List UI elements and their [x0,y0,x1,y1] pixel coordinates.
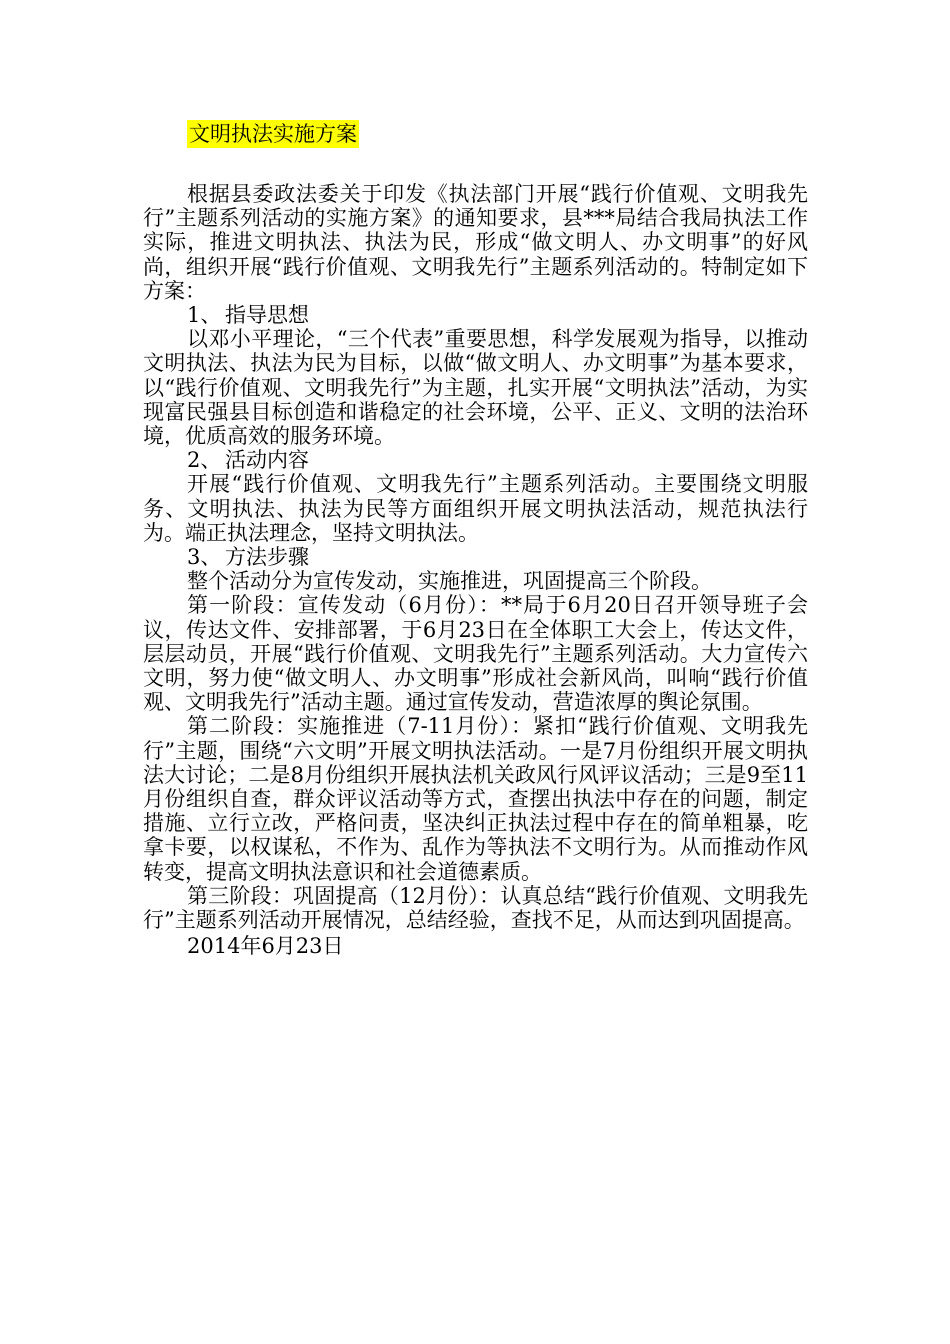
title-line [143,120,808,148]
section-number: 3、 [187,545,222,570]
document-title: 文明执法实施方案 [189,122,357,146]
intro-paragraph: 根据县委政法委关于印发《执法部门开展“践行价值观、文明我先行”主题系列活动的实施方案》的通知要求，县***局结合我局执法工作实际，推进文明执法、执法为民，形成“做文明人、办文明事”的好风尚，组织开展“践行价值观、文明我先行”主题系列活动的。特制定如下方案： [143,182,808,303]
section-heading-3 [143,545,808,569]
section-heading-1 [143,303,808,327]
section-number: 2、 [187,448,222,473]
stage2-paragraph: 第二阶段：实施推进（7-11月份）：紧扣“践行价值观、文明我先行”主题，围绕“六文明”开展文明执法活动。一是7月份组织开展文明执法大讨论；二是8月份组织开展执法机关政风行风评议活动；三是9至11月份组织自查，群众评议活动等方式，查摆出执法中存在的问题，制定措施、立行立改，严格问责，坚决纠正执法过程中存在的简单粗暴，吃拿卡要，以权谋私，不作为、乱作为等执法不文明行为。从而推动作风转变，提高文明执法意识和社会道德素质。 [143,714,808,884]
section-heading-text: 方法步骤 [225,545,309,570]
content-paragraph: 开展“践行价值观、文明我先行”主题系列活动。主要围绕文明服务、文明执法、执法为民等方面组织开展文明执法活动，规范执法行为。端正执法理念，坚持文明执法。 [143,472,808,545]
section-heading-text: 指导思想 [225,303,309,328]
guide-paragraph: 以邓小平理论，“三个代表”重要思想，科学发展观为指导，以推动文明执法、执法为民为目标，以做“做文明人、办文明事”为基本要求，以“践行价值观、文明我先行”为主题，扎实开展“文明执法”活动，为实现富民强县目标创造和谐稳定的社会环境，公平、正义、文明的法治环境，优质高效的服务环境。 [143,327,808,449]
steps-intro-paragraph: 整个活动分为宣传发动，实施推进，巩固提高三个阶段。 [187,569,712,594]
document-date: 2014年6月23日 [187,934,344,959]
stage3-paragraph: 第三阶段：巩固提高（12月份）：认真总结“践行价值观、文明我先行”主题系列活动开展情况，总结经验，查找不足，从而达到巩固提高。 [143,883,808,933]
section-heading-text: 活动内容 [225,448,309,473]
section-heading-2 [143,448,808,472]
stage1-paragraph: 第一阶段：宣传发动（6月份）：**局于6月20日召开领导班子会议，传达文件、安排部署，于6月23日在全体职工大会上，传达文件，层层动员，开展“践行价值观、文明我先行”主题系列活动。大力宣传六文明，努力使“做文明人、办文明事”形成社会新风尚，叫响“践行价值观、文明我先行”活动主题。通过宣传发动，营造浓厚的舆论氛围。 [143,593,808,715]
document-body [143,120,808,959]
section-number: 1、 [187,303,222,328]
